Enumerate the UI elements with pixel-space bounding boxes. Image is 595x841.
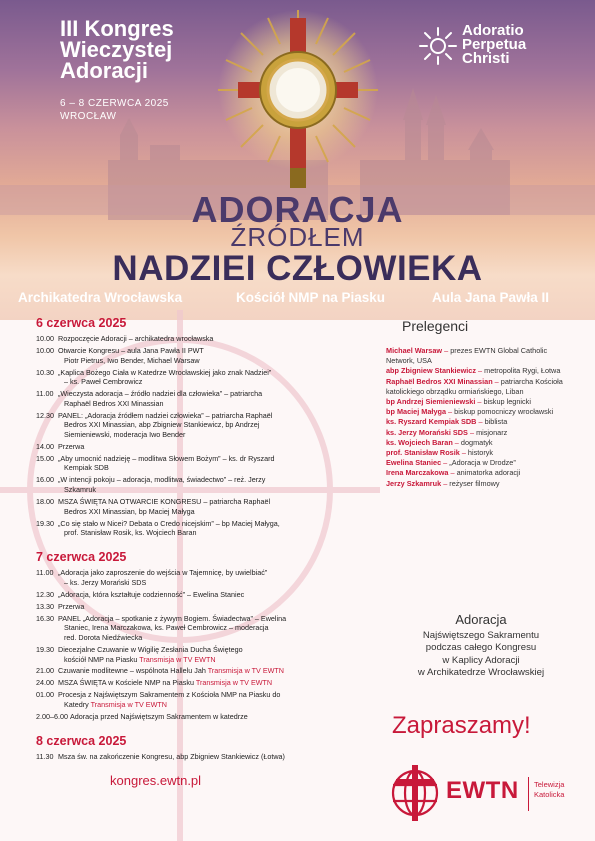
congress-date: 6 – 8 CZERWCA 2025 [60, 98, 169, 109]
speaker-role: animatorka adoracji [456, 468, 521, 478]
schedule-event [36, 389, 376, 408]
event-text: „Wieczysta adoracja – źródło nadziei dla człowieka” – patriarcha [58, 389, 263, 399]
website-link[interactable]: kongres.ewtn.pl [110, 772, 202, 788]
globe-cross-icon [388, 765, 442, 821]
congress-date-block [60, 97, 169, 123]
event-time: 12.30 [36, 410, 54, 420]
speaker-role: prezes EWTN Global Catholic Network, USA [386, 346, 548, 366]
schedule-event [36, 568, 376, 587]
event-text [58, 666, 376, 676]
event-text: „Aby umocnić nadzieję – modlitwa Słowem Bożym” – ks. dr Ryszard [58, 453, 275, 463]
schedule-event [36, 712, 376, 722]
event-time: 21.00 [36, 666, 54, 676]
event-text: Kempiak SDB [64, 463, 109, 473]
speaker-entry [386, 397, 576, 407]
congress-title-line: Adoracji [60, 58, 149, 83]
event-text: Procesja z Najświętszym Sakramentem z Kościoła NMP na Piasku do [58, 690, 281, 700]
speaker-dash: – [441, 478, 450, 488]
speaker-name: Raphaël Bedros XXI Minassian [386, 376, 493, 386]
event-text: Bedros XXI Minassian, abp Zbigniew Stankiewicz, bp Andrzej [64, 420, 260, 430]
speaker-role: patriarcha Kościoła katolickiego obrządku ormiańskiego, Liban [386, 376, 563, 396]
event-text: Piotr Pietrus, Iwo Bender, Michael Warsaw [64, 355, 200, 365]
event-time: 13.30 [36, 601, 54, 611]
schedule-event [36, 334, 376, 344]
event-text: – ks. Jerzy Morański SDS [64, 577, 147, 587]
ewtn-logo [388, 763, 578, 823]
event-time: 12.30 [36, 589, 54, 599]
day-heading: 6 czerwca 2025 [36, 316, 127, 330]
event-text: Raphaël Bedros XXI Minassian [64, 398, 164, 408]
schedule-event [36, 442, 376, 452]
speaker-role: dogmatyk [460, 437, 493, 447]
invitation-text: Zapraszamy! [392, 712, 531, 739]
tv-transmission-note: Transmisja w TV EWTN [90, 700, 167, 710]
event-time: 14.00 [36, 441, 54, 451]
day-heading: 8 czerwca 2025 [36, 734, 127, 749]
schedule-event [36, 645, 376, 664]
event-text: „W intencji pokoju – adoracja, modlitwa, świadectwo” – reż. Jerzy [58, 475, 266, 485]
congress-city: WROCŁAW [60, 111, 117, 122]
event-text: Staniec, Irena Marczakowa, ks. Paweł Cembrowicz – moderacja [64, 623, 269, 633]
event-text-part: kościół NMP na Piasku [64, 654, 138, 664]
speakers-list [386, 346, 576, 489]
event-time: 19.30 [36, 518, 54, 528]
event-time: 10.00 [36, 334, 54, 343]
congress-title [60, 18, 174, 81]
sunburst-host-icon [418, 26, 458, 66]
schedule-event [36, 475, 376, 494]
congress-title-line: Wieczystej [60, 37, 173, 62]
event-time: 01.00 [36, 690, 54, 700]
tv-transmission-note: Transmisja w TV EWTN [139, 654, 216, 664]
adoration-line: w Kaplicy Adoracji [442, 654, 520, 666]
event-time: 2.00–6.00 [36, 712, 68, 722]
event-time: 19.30 [36, 644, 54, 654]
speaker-dash: – [446, 407, 455, 417]
speaker-entry [386, 458, 576, 468]
schedule-event [36, 602, 376, 612]
apc-logo-line: Adoratio [462, 22, 524, 39]
speaker-dash: – [467, 427, 477, 437]
speaker-name: Jerzy Szkamruk [386, 478, 442, 488]
speaker-dash: – [492, 376, 501, 386]
adoration-line: w Archikatedrze Wrocławskiej [417, 667, 545, 679]
event-text: „Adoracja jako zaproszenie do wejścia w Tajemnicę, by uwielbiać” [58, 568, 268, 578]
speaker-entry [386, 438, 576, 448]
ewtn-tagline-line: Telewizja [534, 780, 565, 789]
event-time: 11.30 [36, 752, 54, 762]
ewtn-wordmark: EWTN [446, 777, 519, 804]
event-text-part: MSZA ŚWIĘTA w Kościele NMP na Piasku [58, 678, 194, 688]
event-text: red. Dorota Niedźwiecka [64, 632, 143, 642]
speaker-dash: – [476, 366, 485, 376]
event-time: 15.00 [36, 453, 54, 463]
event-text: PANEL: „Adoracja źródłem nadziei człowieka” – patriarcha Raphaël [58, 410, 273, 420]
schedule-event [36, 497, 376, 516]
speaker-name: Michael Warsaw [386, 346, 443, 355]
event-text: „Kaplica Bożego Ciała w Katedrze Wrocławskiej jako znak Nadziei” [58, 367, 272, 377]
event-text: Rozpoczęcie Adoracji – archikatedra wrocławska [58, 334, 214, 343]
ewtn-tagline [534, 780, 564, 800]
header-banner [0, 0, 595, 320]
schedule-event [36, 519, 376, 538]
event-text-part: Czuwanie modlitewne – wspólnota Hallelu Jah [58, 666, 206, 676]
speaker-role: reżyser filmowy [449, 478, 500, 488]
speaker-name: abp Zbigniew Stankiewicz [386, 366, 477, 376]
schedule-event [36, 368, 376, 387]
speaker-entry [386, 377, 576, 397]
schedule-event [36, 346, 376, 365]
event-time: 16.30 [36, 613, 54, 623]
schedule-event [36, 454, 376, 473]
venue-kosciol-nmp: Kościół NMP na Piasku [236, 290, 386, 305]
speaker-role: biskup legnicki [483, 397, 531, 407]
speaker-name: bp Andrzej Siemieniewski [386, 397, 476, 407]
tv-transmission-note: Transmisja w TV EWTN [195, 678, 273, 688]
event-time: 10.30 [36, 367, 54, 377]
speaker-entry [386, 346, 576, 366]
speaker-dash: – [459, 448, 468, 458]
day-heading: 7 czerwca 2025 [36, 550, 127, 565]
speaker-name: bp Maciej Małyga [386, 407, 447, 417]
speaker-role: metropolita Rygi, Łotwa [484, 366, 561, 376]
ewtn-tagline-line: Katolicka [534, 790, 565, 799]
adoration-line: podczas całego Kongresu [425, 642, 537, 654]
event-text: Przerwa [58, 601, 85, 611]
main-title-line-2: ŹRÓDŁEM [230, 222, 365, 252]
speaker-dash: – [441, 458, 450, 468]
venue-aula: Aula Jana Pawła II [432, 290, 550, 305]
event-text: Bedros XXI Minassian, bp Maciej Małyga [64, 506, 195, 516]
venue-archikatedra: Archikatedra Wrocławska [18, 290, 183, 305]
schedule-event [36, 666, 376, 676]
event-time: 10.00 [36, 345, 54, 355]
apc-logo-line: Christi [462, 50, 510, 67]
event-time: 24.00 [36, 678, 54, 688]
speaker-entry [386, 366, 576, 376]
event-text: PANEL „Adoracja – spotkanie z żywym Bogiem. Świadectwa” – Ewelina [58, 613, 287, 623]
schedule-event [36, 614, 376, 643]
speaker-dash: – [476, 417, 485, 427]
schedule-event [36, 411, 376, 440]
speakers-column [386, 318, 576, 489]
schedule-event [36, 590, 376, 600]
event-text: Msza św. na zakończenie Kongresu, abp Zbigniew Stankiewicz (Łotwa) [58, 752, 285, 762]
event-text: Adoracja przed Najświętszym Sakramentem w katedrze [70, 712, 248, 722]
speaker-entry [386, 468, 576, 478]
event-text: „Co się stało w Nicei? Debata o Credo nicejskim” – bp Maciej Małyga, [58, 518, 280, 528]
speaker-role: „Adoracja w Drodze” [449, 458, 516, 468]
speaker-dash: – [475, 397, 484, 407]
event-text: prof. Stanisław Rosik, ks. Wojciech Baran [64, 528, 197, 538]
event-time: 11.00 [36, 389, 54, 399]
event-time: 16.00 [36, 475, 54, 485]
speaker-entry [386, 479, 576, 489]
speaker-name: Ewelina Staniec [386, 458, 442, 468]
schedule-event [36, 752, 376, 762]
speaker-name: Irena Marczakowa [386, 468, 449, 478]
event-time: 18.00 [36, 497, 54, 507]
event-text [58, 655, 376, 665]
congress-title-line: III Kongres [60, 16, 174, 41]
speakers-heading: Prelegenci [402, 318, 469, 334]
speaker-name: ks. Ryszard Kempiak SDB [386, 417, 477, 427]
event-text: Przerwa [58, 441, 85, 451]
speaker-role: misjonarz [476, 427, 508, 437]
monstrance-illustration [218, 0, 378, 195]
speaker-dash: – [452, 437, 461, 447]
event-text: Diecezjalne Czuwanie w Wigilię Zesłania Ducha Świętego [58, 644, 243, 654]
event-text [58, 700, 376, 710]
event-text: Otwarcie Kongresu – aula Jana Pawła II PWT [58, 345, 204, 355]
speaker-dash: – [442, 346, 451, 355]
event-text: Szkamruk [64, 485, 96, 495]
speaker-role: historyk [467, 448, 494, 458]
speaker-entry [386, 428, 576, 438]
event-text [58, 678, 376, 688]
schedule-event [36, 690, 376, 709]
schedule-column [36, 316, 376, 788]
event-time: 11.00 [36, 568, 54, 578]
event-text: „Adoracja, która kształtuje codzienność” – Ewelina Staniec [58, 589, 245, 599]
speaker-name: ks. Jerzy Morański SDS [386, 427, 468, 437]
main-title-line-3: NADZIEI CZŁOWIEKA [112, 249, 483, 288]
speaker-role: biblista [484, 417, 508, 427]
adoration-line: Najświętszego Sakramentu [422, 630, 540, 641]
adoration-heading: Adoracja [455, 612, 507, 627]
event-text: MSZA ŚWIĘTA NA OTWARCIE KONGRESU – patriarcha Raphaël [58, 497, 271, 507]
speaker-role: biskup pomocniczy wrocławski [454, 407, 554, 417]
adoration-info [386, 612, 576, 680]
ewtn-divider [528, 777, 529, 811]
speaker-entry [386, 407, 576, 417]
event-text: Siemieniewski, moderacja Iwo Bender [64, 429, 186, 439]
tv-transmission-note: Transmisja w TV EWTN [207, 666, 284, 676]
speaker-name: ks. Wojciech Baran [386, 437, 453, 447]
apc-logo-line: Perpetua [462, 36, 527, 53]
event-text-part: Katedry [64, 700, 89, 710]
main-title-line-1: ADORACJA [191, 189, 404, 230]
speaker-entry [386, 417, 576, 427]
schedule-event [36, 678, 376, 688]
speaker-dash: – [448, 468, 457, 478]
speaker-entry [386, 448, 576, 458]
event-text: – ks. Paweł Cembrowicz [64, 377, 143, 387]
speaker-name: prof. Stanisław Rosik [386, 448, 460, 458]
